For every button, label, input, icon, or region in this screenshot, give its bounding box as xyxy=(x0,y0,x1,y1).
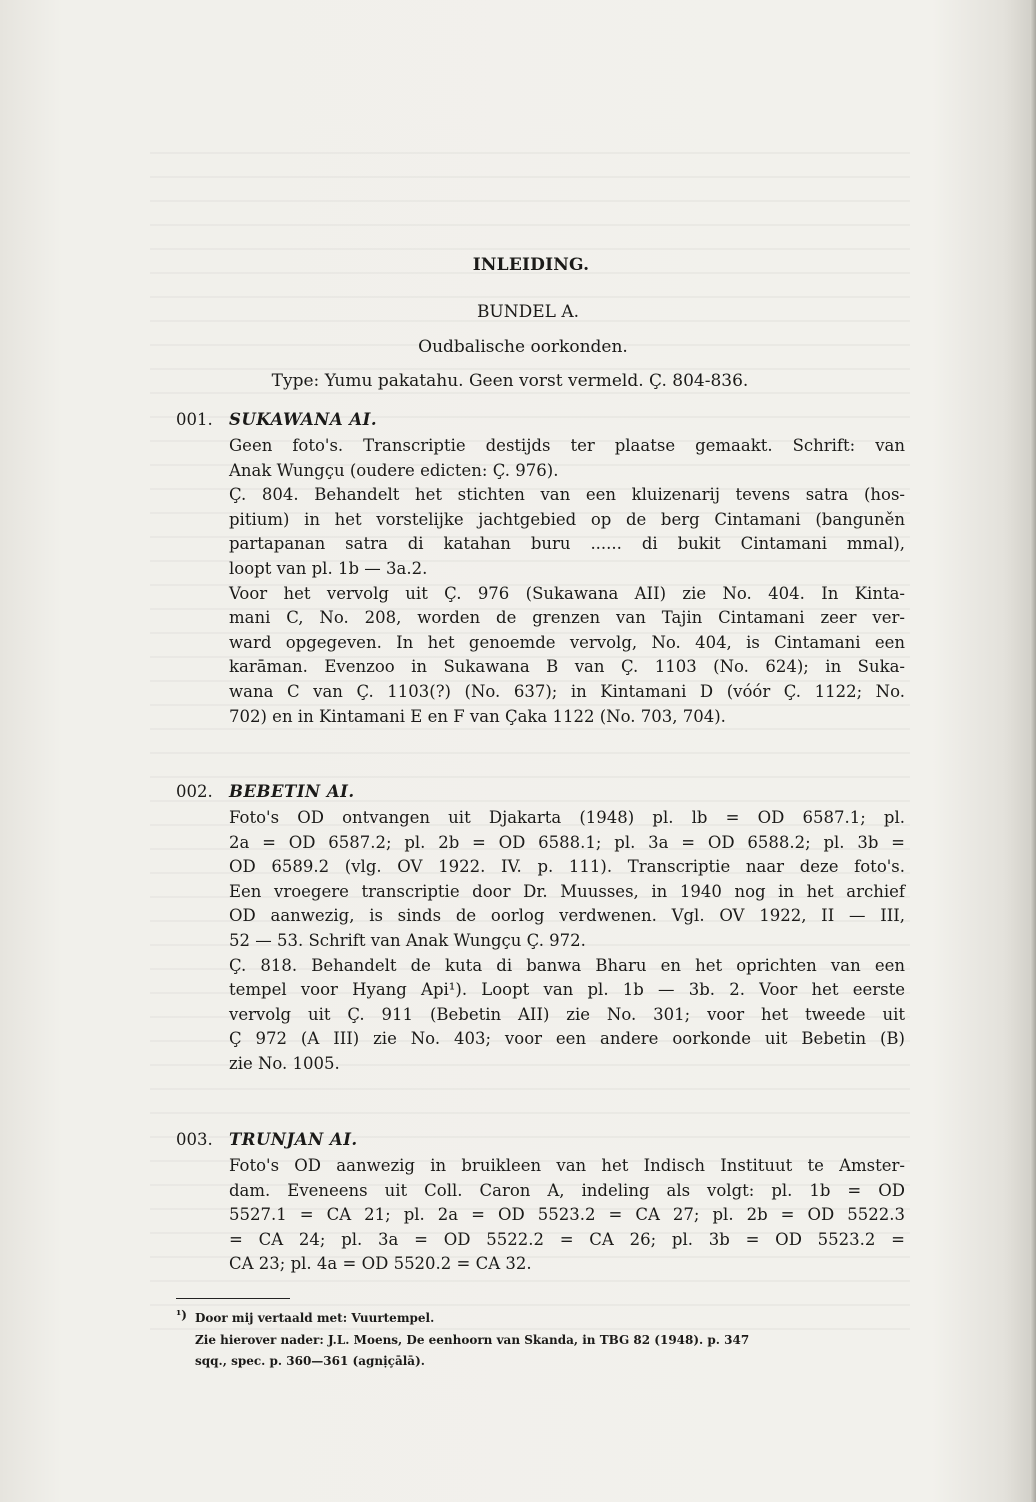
text-line: wana C van Ç. 1103(?) (No. 637); in Kintamani D (vóór Ç. 1122; No. xyxy=(229,681,905,701)
text-line: Anak Wungçu (oudere edicten: Ç. 976). xyxy=(229,460,559,480)
text-line: Ç. 818. Behandelt de kuta di banwa Bharu en het oprichten van een xyxy=(229,955,905,975)
entry-number: 003. xyxy=(176,1130,213,1149)
text-line: Ç 972 (A III) zie No. 403; voor een andere oorkonde uit Bebetin (B) xyxy=(229,1029,905,1049)
text-line: Foto's OD ontvangen uit Djakarta (1948) pl. lb = OD 6587.1; pl. xyxy=(229,808,905,827)
text-line: Foto's OD aanwezig in bruikleen van het Indisch Instituut te Amster- xyxy=(229,1156,905,1175)
text-line: pitium) in het vorstelijke jachtgebied op de berg Cintamani (banguněn xyxy=(229,509,905,529)
bundle-heading: BUNDEL A. xyxy=(476,302,580,322)
text-line: 52 — 53. Schrift van Anak Wungçu Ç. 972. xyxy=(229,930,586,950)
text-line: Een vroegere transcriptie door Dr. Muusses, in 1940 nog in het archief xyxy=(229,881,905,901)
text-line: 5527.1 = CA 21; pl. 2a = OD 5523.2 = CA 27; pl. 2b = OD 5522.3 xyxy=(229,1205,905,1225)
text-line: partapanan satra di katahan buru ...... di bukit Cintamani mmal), xyxy=(229,534,905,554)
text-line: OD aanwezig, is sinds de oorlog verdwenen. Vgl. OV 1922, II — III, xyxy=(229,906,905,926)
entry-body xyxy=(229,434,905,729)
page-edge-shadow xyxy=(1030,0,1036,1502)
footnote-line: Zie hierover nader: J.L. Moens, De eenhoorn van Skanda, in TBG 82 (1948). p. 347 xyxy=(195,1333,750,1347)
text-line: ward opgegeven. In het genoemde vervolg, No. 404, is Cintamani een xyxy=(229,632,905,652)
text-line: mani C, No. 208, worden de grenzen van Tajin Cintamani zeer ver- xyxy=(229,608,905,628)
text-line: Ç. 804. Behandelt het stichten van een kluizenarij tevens satra (hos- xyxy=(229,485,905,505)
footnote-line: sqq., spec. p. 360—361 (agnịçālā). xyxy=(195,1354,425,1368)
text-line: 702) en in Kintamani E en F van Çaka 1122 (No. 703, 704). xyxy=(229,706,726,726)
entry-number: 002. xyxy=(176,782,213,801)
entry-title: BEBETIN AI. xyxy=(229,782,355,801)
text-line: tempel voor Hyang Api¹). Loopt van pl. 1b — 3b. 2. Voor het eerste xyxy=(229,980,905,1000)
section-subtitle: Oudbalische oorkonden. xyxy=(418,337,628,357)
page-title: INLEIDING. xyxy=(472,255,590,275)
text-line: zie No. 1005. xyxy=(229,1053,340,1073)
text-line: OD 6589.2 (vlg. OV 1922. IV. p. 111). Transcriptie naar deze foto's. xyxy=(229,857,905,877)
text-line: = CA 24; pl. 3a = OD 5522.2 = CA 26; pl. 3b = OD 5523.2 = xyxy=(229,1229,905,1249)
text-line: Geen foto's. Transcriptie destijds ter plaatse gemaakt. Schrift: van xyxy=(229,436,905,455)
entry-body xyxy=(229,1154,905,1277)
type-line: Type: Yumu pakatahu. Geen vorst vermeld. Ç. 804-836. xyxy=(271,371,749,391)
text-line: 2a = OD 6587.2; pl. 2b = OD 6588.1; pl. 3a = OD 6588.2; pl. 3b = xyxy=(229,832,905,852)
footnote-marker: ¹) xyxy=(176,1308,187,1322)
entry-number: 001. xyxy=(176,410,213,429)
footnote-line: Door mij vertaald met: Vuurtempel. xyxy=(195,1311,435,1325)
entry-title: TRUNJAN AI. xyxy=(229,1130,358,1149)
text-line: Voor het vervolg uit Ç. 976 (Sukawana AII) zie No. 404. In Kinta- xyxy=(229,583,905,603)
entry-title: SUKAWANA AI. xyxy=(229,410,378,429)
text-line: vervolg uit Ç. 911 (Bebetin AII) zie No. 301; voor het tweede uit xyxy=(229,1004,905,1024)
text-line: dam. Eveneens uit Coll. Caron A, indeling als volgt: pl. 1b = OD xyxy=(229,1180,905,1200)
footnote-rule xyxy=(176,1298,290,1299)
entry-body xyxy=(229,806,905,1077)
text-line: karāman. Evenzoo in Sukawana B van Ç. 1103 (No. 624); in Suka- xyxy=(229,657,905,677)
text-line: CA 23; pl. 4a = OD 5520.2 = CA 32. xyxy=(229,1254,532,1274)
text-line: loopt van pl. 1b — 3a.2. xyxy=(229,558,428,578)
